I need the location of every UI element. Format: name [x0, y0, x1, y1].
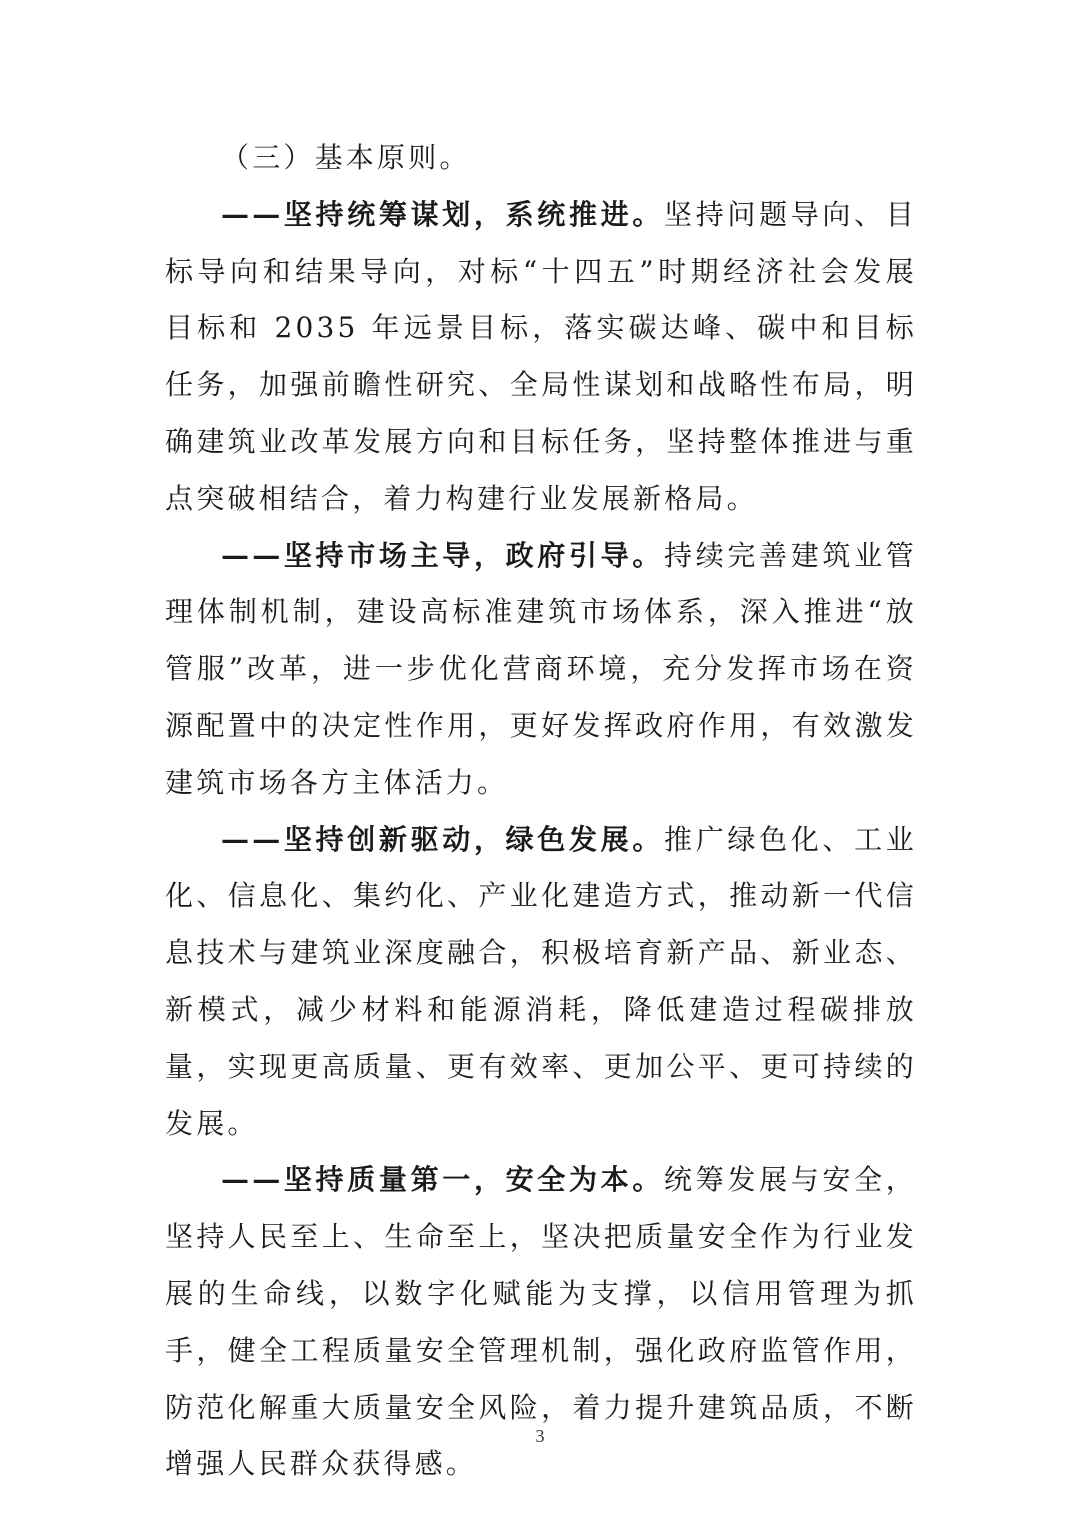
principle-lead-4: ——坚持质量第一，安全为本。 — [221, 1163, 665, 1197]
principle-paragraph-3 — [165, 812, 917, 1153]
page-number: 3 — [535, 1426, 545, 1446]
principle-body-2: 持续完善建筑业管理体制机制，建设高标准建筑市场体系，深入推进“放管服”改革，进一步优化营商环境，充分发挥市场在资源配置中的决定性作用，更好发挥政府作用，有效激发建筑市场各方主体活力。 — [165, 538, 917, 799]
document-body — [165, 130, 917, 1493]
principle-body-1: 坚持问题导向、目标导向和结果导向，对标“十四五”时期经济社会发展目标和 2035 年远景目标，落实碳达峰、碳中和目标任务，加强前瞻性研究、全局性谋划和战略性布局，明确建筑业改革发展方向和目标任务，坚持整体推进与重点突破相结合，着力构建行业发展新格局。 — [165, 197, 917, 515]
principle-paragraph-2 — [165, 528, 917, 812]
principle-paragraph-1 — [165, 187, 917, 528]
principle-lead-2: ——坚持市场主导，政府引导。 — [221, 538, 665, 572]
principle-lead-3: ——坚持创新驱动，绿色发展。 — [221, 822, 665, 856]
principle-body-3: 推广绿色化、工业化、信息化、集约化、产业化建造方式，推动新一代信息技术与建筑业深度融合，积极培育新产品、新业态、新模式，减少材料和能源消耗，降低建造过程碳排放量，实现更高质量、更有效率、更加公平、更可持续的发展。 — [165, 822, 917, 1140]
section-heading: （三）基本原则。 — [221, 141, 471, 174]
principle-lead-1: ——坚持统筹谋划，系统推进。 — [221, 197, 665, 231]
principle-body-4: 统筹发展与安全，坚持人民至上、生命至上，坚决把质量安全作为行业发展的生命线，以数字化赋能为支撑，以信用管理为抓手，健全工程质量安全管理机制，强化政府监管作用，防范化解重大质量安全风险，着力提升建筑品质，不断增强人民群众获得感。 — [165, 1163, 917, 1481]
